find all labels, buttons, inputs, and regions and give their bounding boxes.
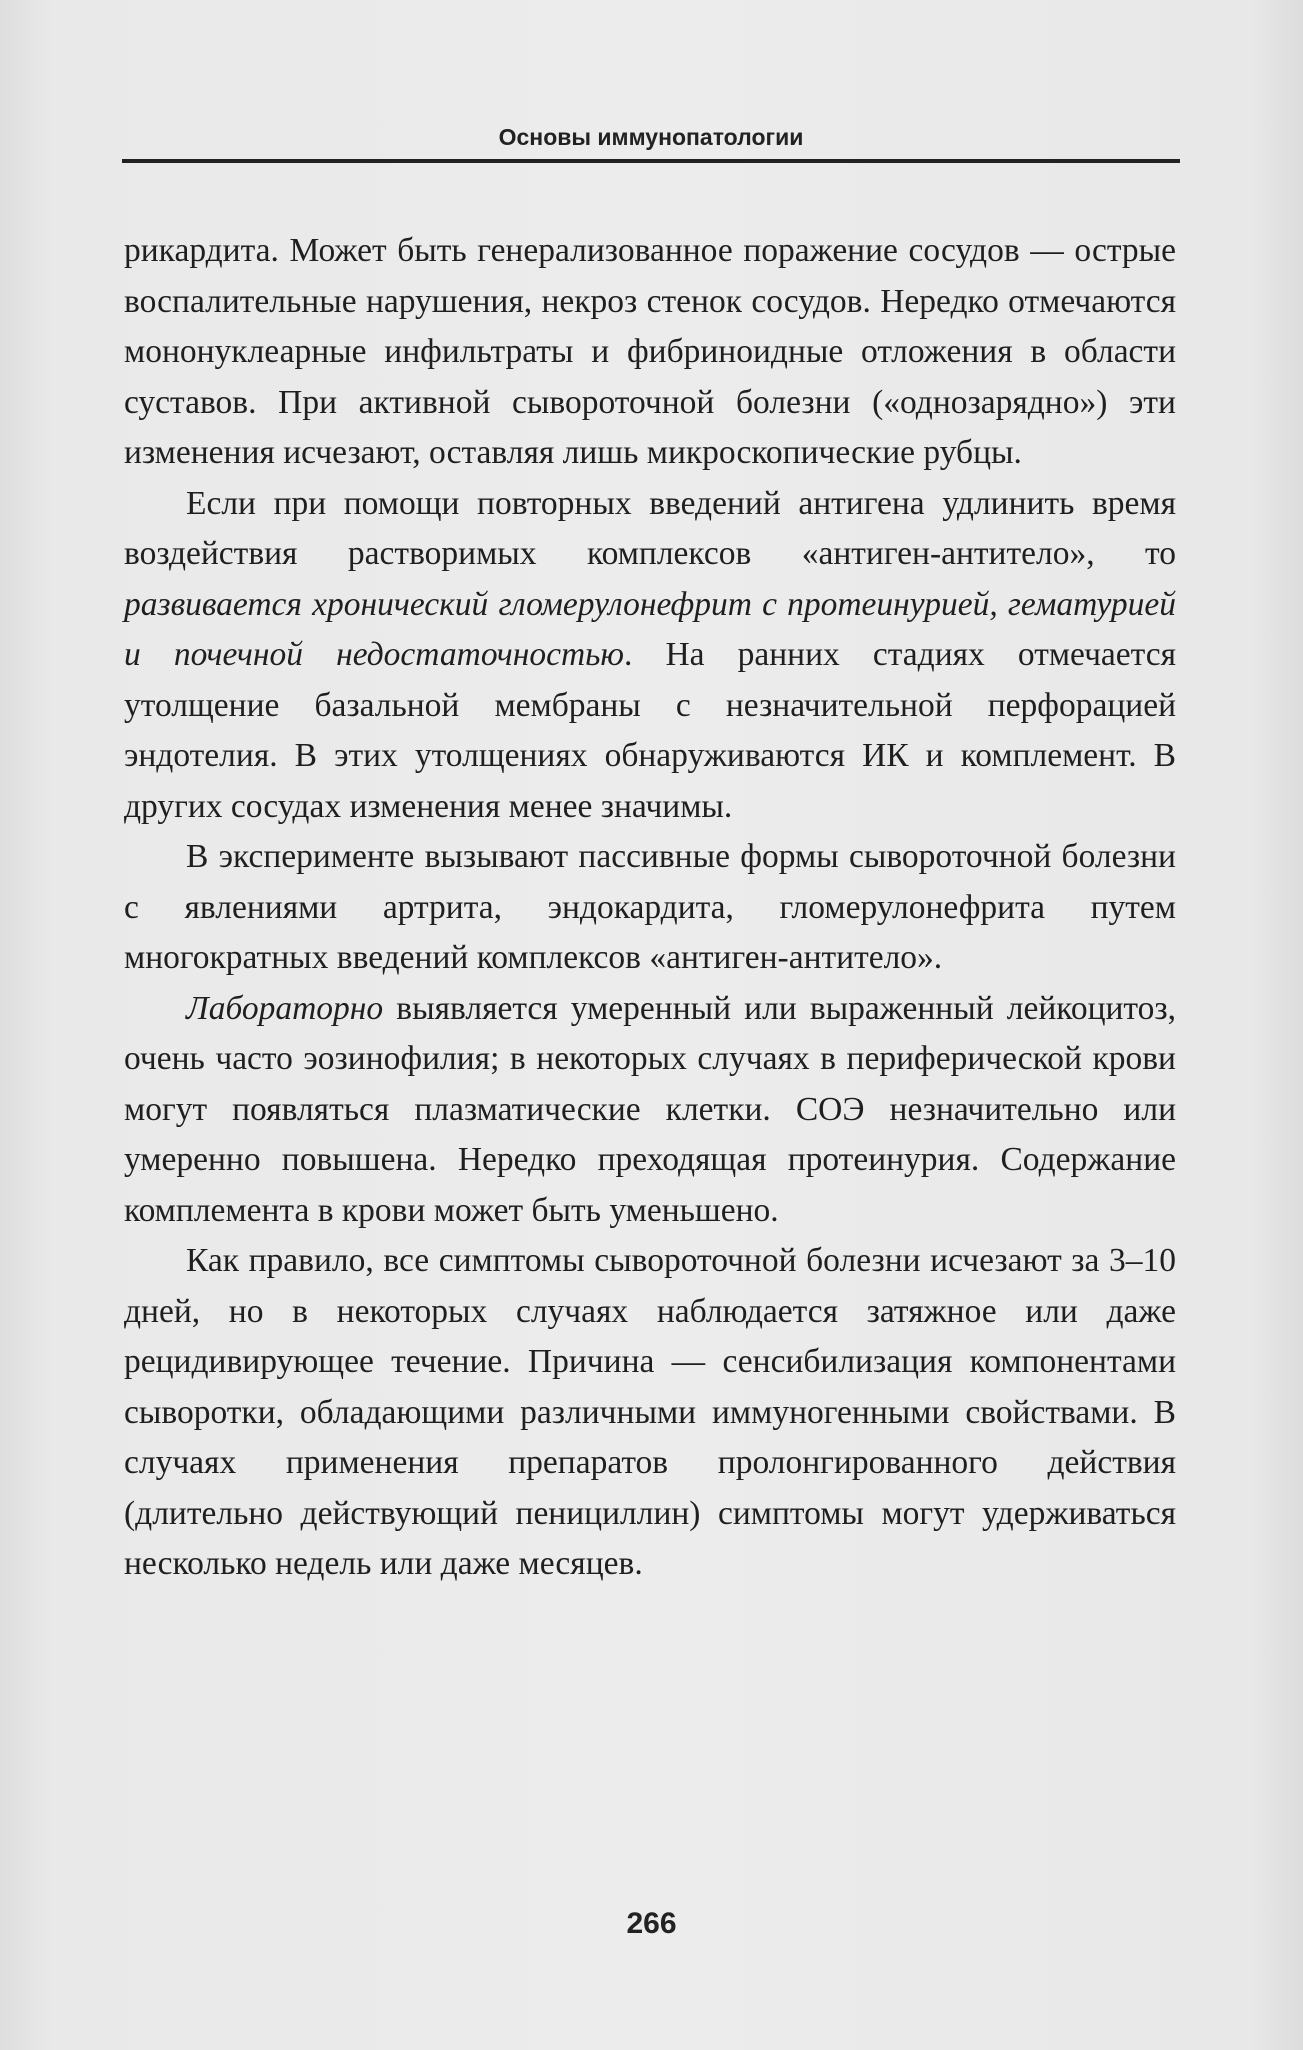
italic-emphasis: развивается хронический гломерулонефрит с протеинурией, гематурией и почечной недостаточностью xyxy=(124,585,1176,673)
paragraph-text: выявляется умеренный или выраженный лейкоцитоз, очень часто эозинофилия; в некоторых случаях в периферической крови могут появляться плазматические клетки. СОЭ незначительно или умеренно повышена. Нередко преходящая протеинурия. Содержание комплемента в крови может быть уменьшено. xyxy=(124,989,1176,1229)
paragraph xyxy=(124,832,1176,984)
paragraph xyxy=(124,984,1176,1237)
paragraph-text: В эксперименте вызывают пассивные формы сывороточной болезни с явлениями артрита, эндокардита, гломерулонефрита путем многократных введений комплексов «антиген-антитело». xyxy=(124,838,1176,976)
page-number: 266 xyxy=(626,1907,677,1940)
paragraph-text: Если при помощи повторных введений антигена удлинить время воздействия растворимых комплексов «антиген-антитело», то xyxy=(124,484,1176,572)
header-rule xyxy=(122,159,1180,163)
italic-emphasis: Лабораторно xyxy=(186,989,384,1027)
paragraph xyxy=(124,1236,1176,1590)
paragraph xyxy=(124,479,1176,833)
paragraph-text: рикардита. Может быть генерализованное поражение сосудов — острые воспалительные нарушения, некроз стенок сосудов. Нередко отмечаются мононуклеарные инфильтраты и фибриноидные отложения в области суставов. При активной сывороточной болезни («однозарядно») эти изменения исчезают, оставляя лишь микроскопические рубцы. xyxy=(124,232,1176,471)
paragraph-text: Как правило, все симптомы сывороточной болезни исчезают за 3–10 дней, но в некоторых случаях наблюдается затяжное или даже рецидивирующее течение. Причина — сенсибилизация компонентами сыворотки, обладающими различными иммуногенными свойствами. В случаях применения препаратов пролонгированного действия (длительно действующий пенициллин) симптомы могут удерживаться несколько недель или даже месяцев. xyxy=(124,1242,1176,1582)
paragraph-text: . На ранних стадиях отмечается утолщение базальной мембраны с незначительной перфорацией эндотелия. В этих утолщениях обнаруживаются ИК и комплемент. В других сосудах изменения менее значимы. xyxy=(124,636,1176,825)
body-text xyxy=(124,226,1176,1590)
paragraph xyxy=(124,226,1176,479)
running-head: Основы иммунопатологии xyxy=(498,124,804,150)
